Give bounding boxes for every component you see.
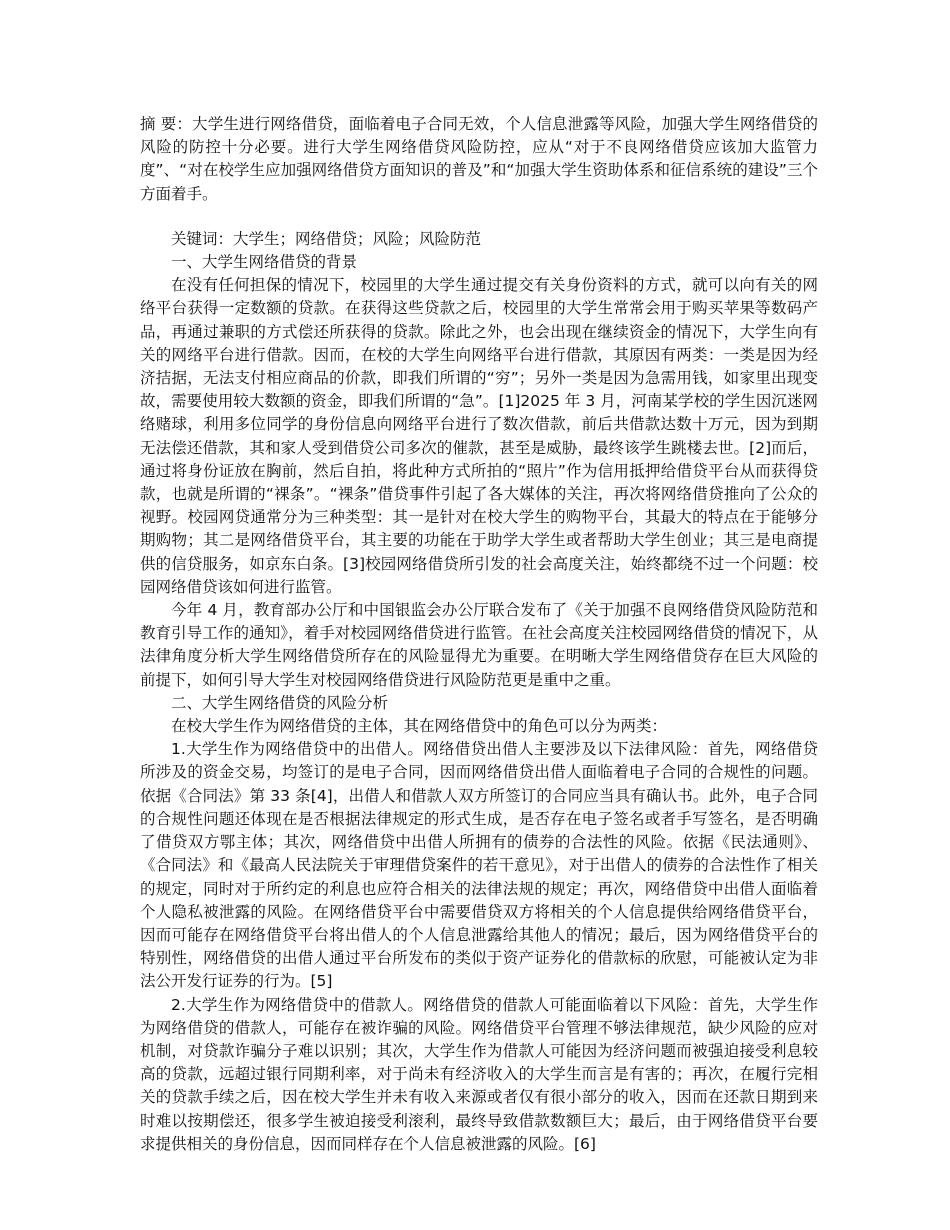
section-2-intro: 在校大学生作为网络借贷的主体，其在网络借贷中的角色可以分为两类： [171,717,668,736]
keywords-line: 关键词：大学生；网络借贷；风险；风险防范 [171,229,482,248]
abstract-paragraph: 摘 要：大学生进行网络借贷，面临着电子合同无效，个人信息泄露等风险，加强大学生网络借贷的风险的防控十分必要。进行大学生网络借贷风险防控，应从“对于不良网络借贷应该加大监管力度”、“对在校学生应加强网络借贷方面知识的普及”和“加强大学生资助体系和征信系统的建设”三个方面着手。 [140,115,818,203]
section-2-paragraph-2: 2.大学生作为网络借贷中的借款人。网络借贷的借款人可能面临着以下风险：首先，大学生作为网络借贷的借款人，可能存在被诈骗的风险。网络借贷平台管理不够法律规范，缺少风险的应对机制，对贷款诈骗分子难以识别；其次，大学生作为借款人可能因为经济问题而被强迫接受利息较高的贷款，远超过银行同期利率，对于尚未有经济收入的大学生而言是有害的；再次，在履行完相关的贷款手续之后，因在校大学生并未有收入来源或者仅有很小部分的收入，因而在还款日期到来时难以按期偿还，很多学生被迫接受利滚利，最终导致借款数额巨大；最后，由于网络借贷平台要求提供相关的身份信息，因而同样存在个人信息被泄露的风险。[6] [140,995,818,1153]
section-1-paragraph-1: 在没有任何担保的情况下，校园里的大学生通过提交有关身份资料的方式，就可以向有关的网络平台获得一定数额的贷款。在获得这些贷款之后，校园里的大学生常常会用于购买苹果等数码产品，再通过兼职的方式偿还所获得的贷款。除此之外，也会出现在继续资金的情况下，大学生向有关的网络平台进行借款。因而，在校的大学生向网络平台进行借款，其原因有两类：一类是因为经济拮据，无法支付相应商品的价款，即我们所谓的“穷”；另外一类是因为急需用钱，如家里出现变故，需要使用较大数额的资金，即我们所谓的“急”。[1]2025 年 3 月，河南某学校的学生因沉迷网络赌球，利用多位同学的身份信息向网络平台进行了数次借款，前后共借款达数十万元，因为到期无法偿还借款，其和家人受到借贷公司多次的催款，甚至是威胁，最终该学生跳楼去世。[2]而后，通过将身份证放在胸前，然后自拍，将此种方式所拍的“照片”作为信用抵押给借贷平台从而获得贷款，也就是所谓的“裸条”。“裸条”借贷事件引起了各大媒体的关注，再次将网络借贷推向了公众的视野。校园网贷通常分为三种类型：其一是针对在校大学生的购物平台，其最大的特点在于能够分期购物；其二是网络借贷平台，其主要的功能在于助学大学生或者帮助大学生创业；其三是电商提供的信贷服务，如京东白条。[3]校园网络借贷所引发的社会高度关注，始终都绕不过一个问题：校园网络借贷该如何进行监管。 [140,276,818,596]
section-2-heading: 二、大学生网络借贷的风险分析 [171,693,389,712]
section-1-paragraph-2: 今年 4 月，教育部办公厅和中国银监会办公厅联合发布了《关于加强不良网络借贷风险防范和教育引导工作的通知》，着手对校园网络借贷进行监管。在社会高度关注校园网络借贷的情况下，从法律角度分析大学生网络借贷所存在的风险显得尤为重要。在明晰大学生网络借贷存在巨大风险的前提下，如何引导大学生对校园网络借贷进行风险防范更是重中之重。 [140,601,818,689]
section-2-paragraph-1: 1.大学生作为网络借贷中的出借人。网络借贷出借人主要涉及以下法律风险：首先，网络借贷所涉及的资金交易，均签订的是电子合同，因而网络借贷出借人面临着电子合同的合规性的问题。依据《合同法》第 33 条[4]，出借人和借款人双方所签订的合同应当具有确认书。此外，电子合同的合规性问题还体现在是否根据法律规定的形式生成，是否存在电子签名或者手写签名，是否明确了借贷双方鄂主体；其次，网络借贷中出借人所拥有的债券的合法性的风险。依据《民法通则》、《合同法》和《最高人民法院关于审理借贷案件的若干意见》，对于出借人的债券的合法性作了相关的规定，同时对于所约定的利息也应符合相关的法律法规的规定；再次，网络借贷中出借人面临着个人隐私被泄露的风险。在网络借贷平台中需要借贷双方将相关的个人信息提供给网络借贷平台，因而可能存在网络借贷平台将出借人的个人信息泄露给其他人的情况；最后，因为网络借贷平台的特别性，网络借贷的出借人通过平台所发布的类似于资产证券化的借款标的欣慰，可能被认定为非法公开发行证券的行为。[5] [140,740,818,991]
document-body [140,113,818,1156]
section-1-heading: 一、大学生网络借贷的背景 [171,253,358,272]
